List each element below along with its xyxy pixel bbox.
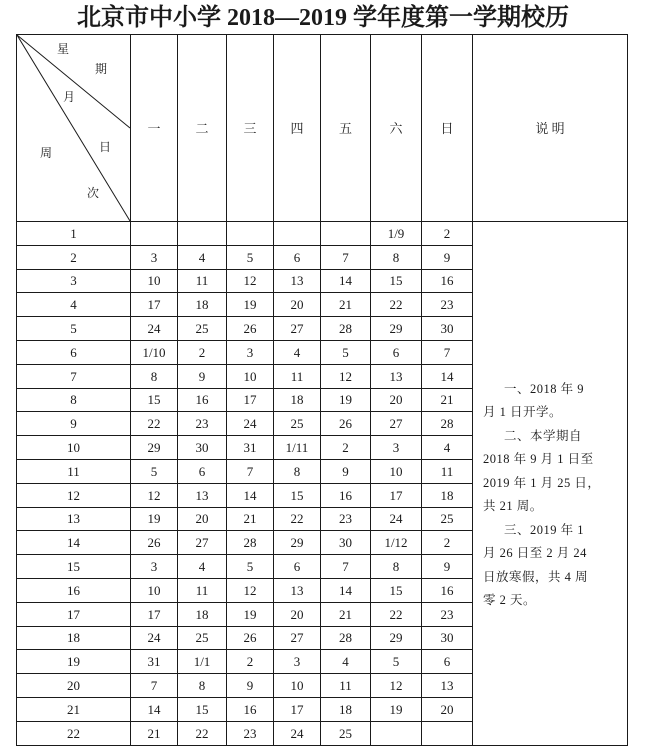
week-number: 1 <box>17 222 131 246</box>
day-cell: 6 <box>274 246 321 270</box>
day-cell: 22 <box>371 603 422 627</box>
day-cell: 23 <box>321 508 371 532</box>
week-number: 15 <box>17 555 131 579</box>
day-cell: 14 <box>227 484 274 508</box>
note-line: 2018 年 9 月 1 日至 <box>483 452 594 467</box>
corner-label-week-char-2: 次 <box>86 186 100 200</box>
day-cell: 9 <box>422 246 473 270</box>
day-cell: 8 <box>371 555 422 579</box>
week-number: 19 <box>17 650 131 674</box>
note-line: 零 2 天。 <box>483 593 537 608</box>
corner-label-weekday-char-1: 星 <box>56 42 70 56</box>
weekday-header-thu: 四 <box>274 35 321 222</box>
day-cell: 18 <box>274 389 321 413</box>
calendar-table <box>16 34 628 746</box>
day-cell: 17 <box>227 389 274 413</box>
day-cell: 10 <box>274 674 321 698</box>
day-cell: 6 <box>422 650 473 674</box>
diagonal-lines <box>17 35 130 221</box>
note-line: 一、2018 年 9 <box>504 381 585 396</box>
day-cell: 19 <box>227 603 274 627</box>
day-cell: 19 <box>371 698 422 722</box>
week-number: 12 <box>17 484 131 508</box>
day-cell: 13 <box>274 579 321 603</box>
day-cell: 8 <box>131 365 178 389</box>
day-cell: 25 <box>178 627 227 651</box>
week-number: 21 <box>17 698 131 722</box>
corner-label-week-char-1: 周 <box>39 146 53 160</box>
day-cell: 1/10 <box>131 341 178 365</box>
day-cell: 4 <box>178 555 227 579</box>
day-cell: 24 <box>227 412 274 436</box>
day-cell: 22 <box>274 508 321 532</box>
day-cell: 3 <box>131 555 178 579</box>
day-cell: 14 <box>131 698 178 722</box>
day-cell <box>178 222 227 246</box>
day-cell: 23 <box>422 603 473 627</box>
day-cell: 29 <box>131 436 178 460</box>
week-number: 18 <box>17 627 131 651</box>
day-cell: 19 <box>131 508 178 532</box>
day-cell: 6 <box>274 555 321 579</box>
note-line: 月 1 日开学。 <box>483 405 563 420</box>
day-cell: 21 <box>227 508 274 532</box>
day-cell: 2 <box>422 531 473 555</box>
day-cell: 12 <box>131 484 178 508</box>
week-number: 6 <box>17 341 131 365</box>
note-item <box>483 519 588 613</box>
day-cell: 20 <box>274 603 321 627</box>
day-cell: 5 <box>227 555 274 579</box>
weekday-header-mon: 一 <box>131 35 178 222</box>
day-cell: 17 <box>131 293 178 317</box>
day-cell: 12 <box>227 579 274 603</box>
day-cell: 10 <box>227 365 274 389</box>
page-title: 北京市中小学 2018—2019 学年度第一学期校历 <box>77 5 569 31</box>
day-cell: 3 <box>227 341 274 365</box>
week-number: 17 <box>17 603 131 627</box>
day-cell: 4 <box>274 341 321 365</box>
day-cell: 11 <box>422 460 473 484</box>
week-number: 9 <box>17 412 131 436</box>
notes-cell <box>473 222 628 746</box>
day-cell: 7 <box>321 555 371 579</box>
day-cell: 9 <box>178 365 227 389</box>
day-cell: 28 <box>321 317 371 341</box>
note-line: 月 26 日至 2 月 24 <box>483 546 587 561</box>
weekday-header-wed: 三 <box>227 35 274 222</box>
day-cell: 11 <box>178 579 227 603</box>
day-cell: 8 <box>178 674 227 698</box>
day-cell: 15 <box>274 484 321 508</box>
day-cell: 8 <box>371 246 422 270</box>
day-cell: 24 <box>131 317 178 341</box>
day-cell: 5 <box>321 341 371 365</box>
day-cell <box>227 222 274 246</box>
note-line: 二、本学期自 <box>504 428 583 443</box>
day-cell <box>274 222 321 246</box>
day-cell: 1/11 <box>274 436 321 460</box>
day-cell: 5 <box>371 650 422 674</box>
week-number: 4 <box>17 293 131 317</box>
day-cell: 7 <box>131 674 178 698</box>
day-cell: 12 <box>321 365 371 389</box>
weekday-header-sun: 日 <box>422 35 473 222</box>
day-cell: 7 <box>321 246 371 270</box>
day-cell <box>422 722 473 746</box>
day-cell: 18 <box>178 293 227 317</box>
corner-label-weekday-char-2: 期 <box>94 62 108 76</box>
day-cell: 21 <box>321 293 371 317</box>
day-cell: 11 <box>321 674 371 698</box>
day-cell: 24 <box>371 508 422 532</box>
day-cell: 11 <box>178 270 227 294</box>
day-cell: 6 <box>178 460 227 484</box>
day-cell: 28 <box>422 412 473 436</box>
day-cell: 25 <box>274 412 321 436</box>
day-cell: 8 <box>274 460 321 484</box>
day-cell: 18 <box>178 603 227 627</box>
day-cell: 30 <box>178 436 227 460</box>
day-cell: 28 <box>321 627 371 651</box>
day-cell: 1/9 <box>371 222 422 246</box>
day-cell: 10 <box>371 460 422 484</box>
day-cell: 25 <box>422 508 473 532</box>
day-cell: 20 <box>178 508 227 532</box>
week-number: 16 <box>17 579 131 603</box>
day-cell: 29 <box>371 317 422 341</box>
day-cell: 12 <box>371 674 422 698</box>
day-cell: 16 <box>227 698 274 722</box>
day-cell: 15 <box>131 389 178 413</box>
day-cell: 7 <box>422 341 473 365</box>
day-cell: 28 <box>227 531 274 555</box>
day-cell: 12 <box>227 270 274 294</box>
day-cell: 7 <box>227 460 274 484</box>
day-cell: 21 <box>321 603 371 627</box>
day-cell: 17 <box>371 484 422 508</box>
day-cell: 22 <box>371 293 422 317</box>
day-cell: 30 <box>422 627 473 651</box>
day-cell: 17 <box>131 603 178 627</box>
day-cell: 11 <box>274 365 321 389</box>
day-cell: 10 <box>131 270 178 294</box>
weekday-header-tue: 二 <box>178 35 227 222</box>
week-number: 22 <box>17 722 131 746</box>
day-cell: 10 <box>131 579 178 603</box>
day-cell: 22 <box>178 722 227 746</box>
diagonal-line-upper <box>17 35 130 128</box>
week-number: 3 <box>17 270 131 294</box>
weekday-header-fri: 五 <box>321 35 371 222</box>
day-cell: 2 <box>321 436 371 460</box>
day-cell: 24 <box>274 722 321 746</box>
day-cell: 16 <box>422 579 473 603</box>
day-cell: 29 <box>371 627 422 651</box>
day-cell: 14 <box>321 270 371 294</box>
day-cell: 9 <box>227 674 274 698</box>
day-cell: 1/12 <box>371 531 422 555</box>
week-number: 5 <box>17 317 131 341</box>
day-cell: 3 <box>274 650 321 674</box>
day-cell: 29 <box>274 531 321 555</box>
day-cell: 27 <box>178 531 227 555</box>
week-number: 13 <box>17 508 131 532</box>
corner-label-date-char-1: 月 <box>62 90 76 104</box>
day-cell: 23 <box>227 722 274 746</box>
week-number: 8 <box>17 389 131 413</box>
day-cell: 27 <box>371 412 422 436</box>
day-cell: 18 <box>321 698 371 722</box>
day-cell: 27 <box>274 627 321 651</box>
day-cell: 9 <box>422 555 473 579</box>
day-cell: 24 <box>131 627 178 651</box>
day-cell: 1/1 <box>178 650 227 674</box>
day-cell: 26 <box>321 412 371 436</box>
day-cell: 30 <box>321 531 371 555</box>
note-line: 2019 年 1 月 25 日， <box>483 475 601 490</box>
day-cell: 15 <box>178 698 227 722</box>
day-cell: 20 <box>371 389 422 413</box>
day-cell: 23 <box>422 293 473 317</box>
weekday-header-sat: 六 <box>371 35 422 222</box>
day-cell <box>371 722 422 746</box>
day-cell: 25 <box>321 722 371 746</box>
day-cell: 30 <box>422 317 473 341</box>
day-cell: 14 <box>422 365 473 389</box>
day-cell: 26 <box>131 531 178 555</box>
day-cell: 2 <box>178 341 227 365</box>
note-line: 共 21 周。 <box>483 499 543 514</box>
corner-label-date-char-2: 日 <box>98 140 112 154</box>
day-cell: 4 <box>321 650 371 674</box>
day-cell: 16 <box>321 484 371 508</box>
day-cell: 20 <box>274 293 321 317</box>
day-cell: 31 <box>131 650 178 674</box>
day-cell: 20 <box>422 698 473 722</box>
day-cell: 21 <box>422 389 473 413</box>
day-cell: 9 <box>321 460 371 484</box>
day-cell: 2 <box>422 222 473 246</box>
week-number: 14 <box>17 531 131 555</box>
diagonal-line-lower <box>17 35 130 221</box>
corner-header <box>17 35 131 222</box>
day-cell: 6 <box>371 341 422 365</box>
day-cell: 26 <box>227 317 274 341</box>
day-cell: 13 <box>422 674 473 698</box>
day-cell: 4 <box>422 436 473 460</box>
day-cell: 31 <box>227 436 274 460</box>
note-line: 日放寒假，共 4 周 <box>483 569 589 584</box>
notes-header: 说 明 <box>473 35 628 222</box>
day-cell: 15 <box>371 270 422 294</box>
day-cell: 3 <box>371 436 422 460</box>
day-cell: 27 <box>274 317 321 341</box>
day-cell: 19 <box>321 389 371 413</box>
note-item <box>483 378 584 425</box>
day-cell <box>321 222 371 246</box>
day-cell: 16 <box>178 389 227 413</box>
day-cell: 16 <box>422 270 473 294</box>
day-cell: 19 <box>227 293 274 317</box>
note-line: 三、2019 年 1 <box>504 522 585 537</box>
day-cell: 22 <box>131 412 178 436</box>
week-number: 2 <box>17 246 131 270</box>
day-cell: 2 <box>227 650 274 674</box>
week-number: 20 <box>17 674 131 698</box>
day-cell: 23 <box>178 412 227 436</box>
day-cell: 13 <box>178 484 227 508</box>
day-cell: 17 <box>274 698 321 722</box>
day-cell: 4 <box>178 246 227 270</box>
day-cell: 18 <box>422 484 473 508</box>
day-cell: 5 <box>131 460 178 484</box>
day-cell: 13 <box>371 365 422 389</box>
day-cell <box>131 222 178 246</box>
day-cell: 26 <box>227 627 274 651</box>
day-cell: 15 <box>371 579 422 603</box>
day-cell: 13 <box>274 270 321 294</box>
week-number: 10 <box>17 436 131 460</box>
day-cell: 25 <box>178 317 227 341</box>
week-number: 11 <box>17 460 131 484</box>
note-item <box>483 425 600 519</box>
day-cell: 14 <box>321 579 371 603</box>
day-cell: 3 <box>131 246 178 270</box>
day-cell: 21 <box>131 722 178 746</box>
day-cell: 5 <box>227 246 274 270</box>
week-number: 7 <box>17 365 131 389</box>
